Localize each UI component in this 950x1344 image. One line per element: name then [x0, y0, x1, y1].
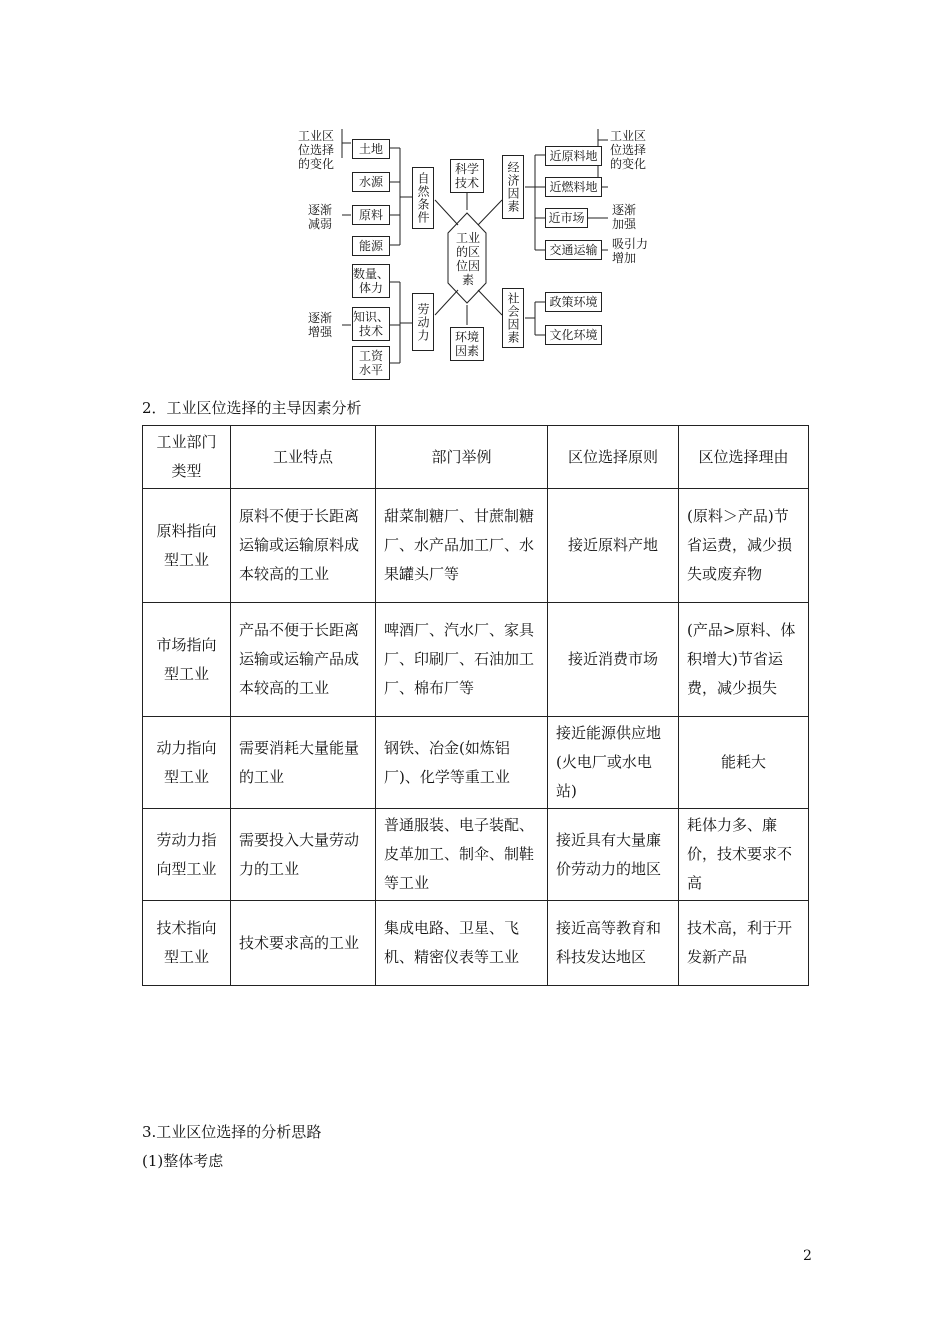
- table-cell: 技术指向型工业: [143, 901, 231, 986]
- table-cell: 市场指向型工业: [143, 603, 231, 717]
- economic-item: 近原料地: [545, 146, 602, 166]
- table-cell: (原料＞产品)节省运费，减少损失或废弃物: [679, 489, 809, 603]
- table-cell: 耗体力多、廉价，技术要求不高: [679, 809, 809, 901]
- section-2-title: 2．工业区位选择的主导因素分析: [142, 399, 362, 417]
- tech-box: 科学 技术: [450, 159, 484, 193]
- labor-item: 工资 水平: [352, 346, 390, 380]
- right-note-attract: 吸引力 增加: [612, 237, 649, 265]
- social-factors-box: 社会因素: [502, 288, 524, 348]
- economic-item: 近市场: [545, 208, 588, 228]
- economic-item: 交通运输: [545, 240, 602, 260]
- table-header: 区位选择理由: [679, 426, 809, 489]
- natural-item: 土地: [352, 139, 390, 159]
- table-cell: 原料不便于长距离运输或运输原料成本较高的工业: [231, 489, 376, 603]
- natural-item: 能源: [352, 236, 390, 256]
- section-3-title: 3.工业区位选择的分析思路: [142, 1123, 322, 1141]
- labor-item: 知识、 技术: [352, 307, 390, 341]
- economic-item: 近燃料地: [545, 177, 602, 197]
- table-row: [143, 489, 809, 603]
- table-cell: 甜菜制糖厂、甘蔗制糖厂、水产品加工厂、水果罐头厂等: [376, 489, 548, 603]
- right-note-strengthen: 逐渐 加强: [612, 203, 637, 231]
- table-cell: 技术要求高的工业: [231, 901, 376, 986]
- table-cell: 动力指向型工业: [143, 717, 231, 809]
- table-header: 工业特点: [231, 426, 376, 489]
- table-cell: 啤酒厂、汽水厂、家具厂、印刷厂、石油加工厂、棉布厂等: [376, 603, 548, 717]
- page-number: 2: [803, 1248, 812, 1264]
- table-row: [143, 603, 809, 717]
- table-cell: 接近高等教育和科技发达地区: [548, 901, 679, 986]
- table-cell: 技术高，利于开发新产品: [679, 901, 809, 986]
- table-cell: 钢铁、冶金(如炼铝厂)、化学等重工业: [376, 717, 548, 809]
- natural-item: 水源: [352, 172, 390, 192]
- section-3-subtitle: (1)整体考虑: [142, 1152, 224, 1170]
- table-header: 部门举例: [376, 426, 548, 489]
- center-factors-label: 工业 的区 位因 素: [455, 231, 480, 287]
- table-row: [143, 809, 809, 901]
- left-note-change: 工业区 位选择 的变化: [298, 129, 335, 171]
- table-cell: 需要消耗大量能量的工业: [231, 717, 376, 809]
- table-cell: 能耗大: [679, 717, 809, 809]
- table-row: [143, 717, 809, 809]
- table-header: 区位选择原则: [548, 426, 679, 489]
- table-cell: 需要投入大量劳动力的工业: [231, 809, 376, 901]
- table-header: 工业部门类型: [143, 426, 231, 489]
- table-cell: 原料指向型工业: [143, 489, 231, 603]
- table-cell: 接近原料产地: [548, 489, 679, 603]
- table-cell: 接近具有大量廉价劳动力的地区: [548, 809, 679, 901]
- social-item: 政策环境: [545, 292, 602, 312]
- left-note-weaken: 逐渐 减弱: [308, 203, 333, 231]
- table-cell: 普通服装、电子装配、皮革加工、制伞、制鞋等工业: [376, 809, 548, 901]
- table-cell: (产品>原料、体积增大)节省运费，减少损失: [679, 603, 809, 717]
- table-row: [143, 901, 809, 986]
- natural-conditions-box: 自然条件: [412, 167, 434, 229]
- social-item: 文化环境: [545, 325, 602, 345]
- table-cell: 接近消费市场: [548, 603, 679, 717]
- left-note-strengthen: 逐渐 增强: [308, 311, 333, 339]
- labor-item: 数量、 体力: [352, 264, 390, 298]
- labor-box: 劳动力: [412, 293, 434, 351]
- environment-box: 环境 因素: [450, 327, 484, 361]
- natural-item: 原料: [352, 205, 390, 225]
- table-cell: 产品不便于长距离运输或运输产品成本较高的工业: [231, 603, 376, 717]
- table-cell: 劳动力指向型工业: [143, 809, 231, 901]
- industrial-location-diagram: [290, 125, 650, 387]
- table-header-row: [143, 426, 809, 489]
- table-cell: 接近能源供应地(火电厂或水电站): [548, 717, 679, 809]
- right-note-change: 工业区 位选择 的变化: [610, 129, 647, 171]
- industry-factors-table: [142, 425, 809, 986]
- economic-factors-box: 经济因素: [502, 155, 524, 219]
- table-cell: 集成电路、卫星、飞机、精密仪表等工业: [376, 901, 548, 986]
